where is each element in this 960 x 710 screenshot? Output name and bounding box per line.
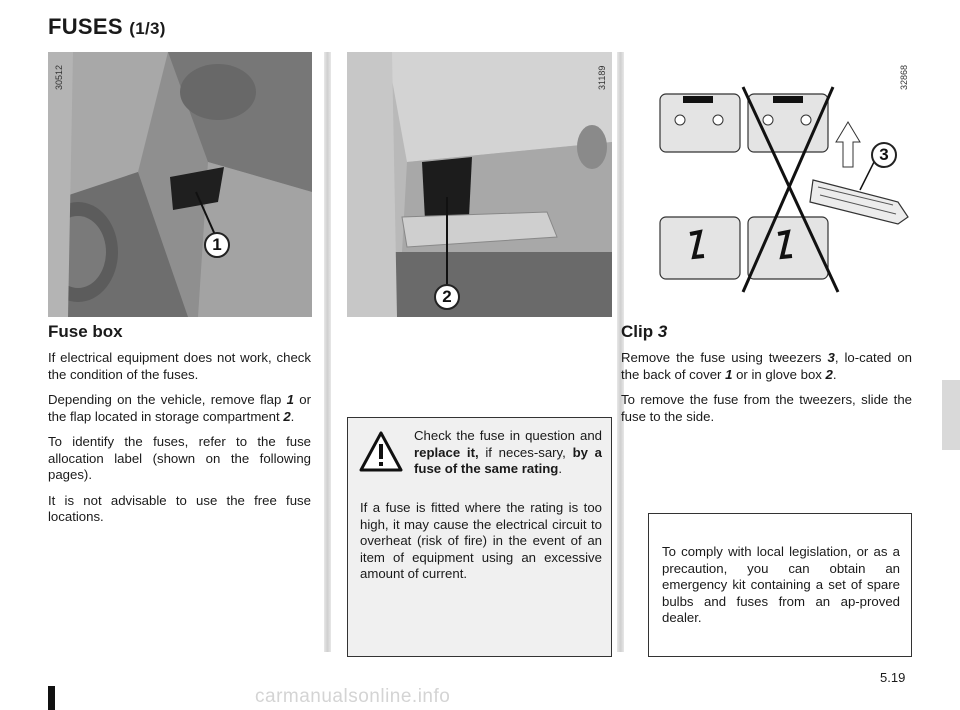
callout-1: 1 [204, 232, 230, 258]
clip-paragraph-2: To remove the fuse from the tweezers, slide the fuse to the side. [621, 392, 912, 424]
text-run: Check the fuse in question and [414, 428, 602, 443]
figure-ref-number: 31189 [597, 65, 607, 90]
warning-paragraph-1 [414, 428, 602, 478]
callout-2: 2 [434, 284, 460, 310]
warning-text-bottom [360, 500, 602, 592]
clip-paragraph-1 [621, 350, 912, 383]
page-number: 5.19 [880, 670, 906, 685]
fuse-box-heading: Fuse box [48, 322, 123, 341]
fuse-box-paragraph-3: To identify the fuses, refer to the fuse allocation label (shown on the following pages). [48, 434, 311, 482]
ref-1: 1 [725, 366, 733, 382]
fuse-box-section [48, 322, 311, 535]
note-paragraph: To comply with local legislation, or as a precaution, you can obtain an emergency kit containing a set of spare bulbs and fuses from an ap-proved dealer. [662, 544, 900, 625]
fuse-box-paragraph-4: It is not advisable to use the free fuse locations. [48, 492, 311, 524]
column-divider-left [324, 52, 331, 652]
title-main: FUSES [48, 14, 123, 39]
text-run: . [290, 408, 295, 424]
fuse-diagram [638, 52, 914, 317]
figure-ref-number: 32868 [899, 64, 909, 90]
warning-text-top [414, 428, 602, 487]
text-run: . [558, 461, 563, 476]
figure-fuse-tweezers [638, 52, 914, 317]
clip-section [621, 322, 912, 434]
warning-icon [358, 430, 404, 474]
fuse-box-paragraph-2 [48, 392, 311, 425]
text-bold: replace it, [414, 444, 479, 460]
fuse-box-paragraph-1: If electrical equipment does not work, check the condition of the fuses. [48, 350, 311, 382]
text-bold: by a fuse of the same rating [414, 444, 603, 476]
text-run: or the flap located in storage compartment [48, 392, 312, 424]
chapter-tab [942, 380, 960, 450]
corner-mark [48, 686, 55, 710]
title-subtitle: (1/3) [129, 19, 166, 38]
text-run: Remove the fuse using tweezers [621, 350, 828, 365]
watermark-text: carmanualsonline.info [255, 686, 451, 707]
text-run: . [832, 366, 837, 382]
text-run: Depending on the vehicle, remove flap [48, 392, 287, 407]
text-run: , lo-cated on the back of cover [621, 350, 913, 382]
figure-ref-number: 30512 [54, 64, 64, 90]
note-text [662, 544, 900, 636]
clip-heading [621, 322, 912, 342]
ref-2: 2 [283, 408, 291, 424]
callout-3: 3 [871, 142, 897, 168]
note-box [648, 513, 912, 657]
ref-3: 3 [827, 350, 835, 365]
page-title [48, 14, 166, 40]
ref-1: 1 [286, 392, 294, 407]
warning-box [347, 417, 612, 657]
text-run: Clip [621, 322, 658, 341]
text-run: or in glove box [732, 366, 826, 382]
figure-dashboard-flap [48, 52, 312, 317]
glovebox-photo [347, 52, 612, 317]
figure-glove-box [347, 52, 612, 317]
warning-paragraph-2: If a fuse is fitted where the rating is too high, it may cause the electrical circuit to overheat (risk of fire) in the event of an item of equipment using an excessive amount of current. [360, 500, 602, 581]
text-run: if neces-sary, [478, 444, 573, 460]
ref-2: 2 [825, 366, 833, 382]
dashboard-photo [48, 52, 312, 317]
ref-3: 3 [657, 322, 668, 341]
